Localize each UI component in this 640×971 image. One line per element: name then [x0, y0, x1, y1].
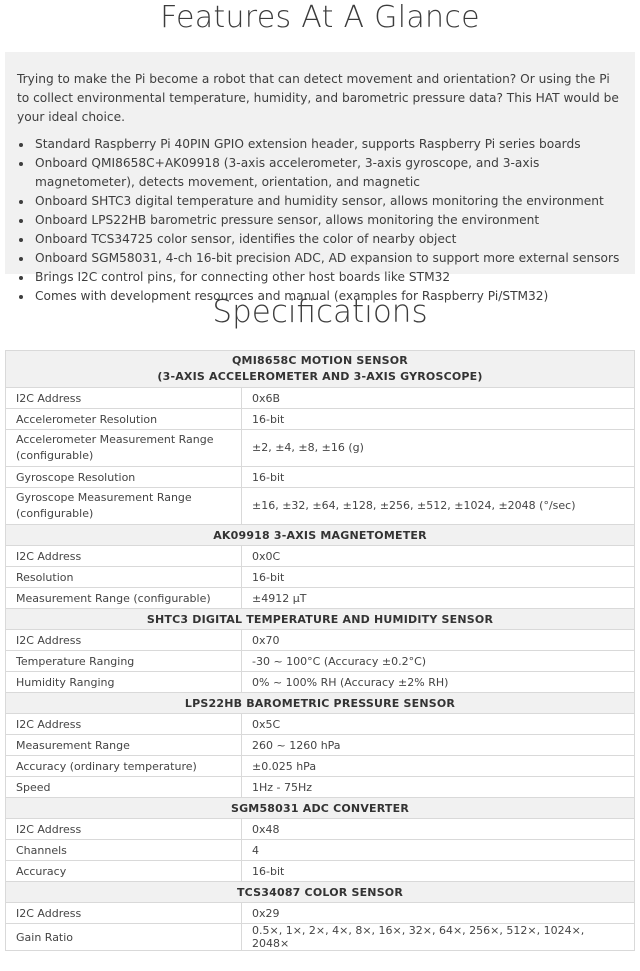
spec-value: 16-bit	[242, 567, 635, 588]
spec-label: Measurement Range	[6, 735, 242, 756]
section-title: LPS22HB BAROMETRIC PRESSURE SENSOR	[6, 693, 635, 714]
spec-label: Resolution	[6, 567, 242, 588]
spec-value: 16-bit	[242, 861, 635, 882]
spec-value: 1Hz - 75Hz	[242, 777, 635, 798]
feature-item: • Onboard QMI8658C+AK09918 (3-axis accelerometer, 3-axis gyroscope, and 3-axis magnetometer), detects movement, orientation, and magnetic	[33, 154, 623, 192]
table-row	[6, 409, 635, 430]
spec-value: 16-bit	[242, 467, 635, 488]
table-row	[6, 819, 635, 840]
spec-value: 260 ~ 1260 hPa	[242, 735, 635, 756]
spec-label: Temperature Ranging	[6, 651, 242, 672]
spec-label: I2C Address	[6, 903, 242, 924]
section-header-tcs34087	[6, 882, 635, 903]
table-row	[6, 777, 635, 798]
section-title: SGM58031 ADC CONVERTER	[6, 798, 635, 819]
spec-label: Gain Ratio	[6, 924, 242, 951]
feature-item: • Onboard TCS34725 color sensor, identifies the color of nearby object	[33, 230, 623, 249]
table-row	[6, 651, 635, 672]
table-row	[6, 924, 635, 951]
section-header-qmi8658c	[6, 351, 635, 388]
feature-item: • Onboard SHTC3 digital temperature and humidity sensor, allows monitoring the environment	[33, 192, 623, 211]
section-title: SHTC3 DIGITAL TEMPERATURE AND HUMIDITY SENSOR	[6, 609, 635, 630]
feature-item: • Comes with development resources and manual (examples for Raspberry Pi/STM32)	[33, 287, 623, 306]
spec-label: Channels	[6, 840, 242, 861]
spec-value: ±16, ±32, ±64, ±128, ±256, ±512, ±1024, ±2048 (°/sec)	[242, 488, 635, 525]
feature-item: • Onboard SGM58031, 4-ch 16-bit precision ADC, AD expansion to support more external sensors	[33, 249, 623, 268]
section-header-shtc3	[6, 609, 635, 630]
table-row	[6, 672, 635, 693]
spec-value: 4	[242, 840, 635, 861]
spec-label: Gyroscope Measurement Range (configurable)	[6, 488, 242, 525]
spec-value: 0% ~ 100% RH (Accuracy ±2% RH)	[242, 672, 635, 693]
spec-value: ±0.025 hPa	[242, 756, 635, 777]
table-row	[6, 903, 635, 924]
section-header-ak09918	[6, 525, 635, 546]
feature-item: • Brings I2C control pins, for connecting other host boards like STM32	[33, 268, 623, 287]
spec-label: I2C Address	[6, 388, 242, 409]
spec-label: Accelerometer Measurement Range (configurable)	[6, 430, 242, 467]
spec-value: 0x5C	[242, 714, 635, 735]
spec-value: 0x6B	[242, 388, 635, 409]
spec-label: I2C Address	[6, 819, 242, 840]
section-header-sgm58031	[6, 798, 635, 819]
table-row	[6, 714, 635, 735]
table-row	[6, 488, 635, 525]
table-row	[6, 430, 635, 467]
specs-table	[5, 350, 635, 951]
spec-label: Accuracy (ordinary temperature)	[6, 756, 242, 777]
features-box	[5, 52, 635, 303]
table-row	[6, 567, 635, 588]
table-row	[6, 467, 635, 488]
spec-value: ±4912 μT	[242, 588, 635, 609]
spec-label: Accuracy	[6, 861, 242, 882]
table-row	[6, 735, 635, 756]
spec-label: Humidity Ranging	[6, 672, 242, 693]
section-title: TCS34087 COLOR SENSOR	[6, 882, 635, 903]
spec-label: Accelerometer Resolution	[6, 409, 242, 430]
feature-item: • Standard Raspberry Pi 40PIN GPIO extension header, supports Raspberry Pi series boards	[33, 135, 623, 154]
section-title: AK09918 3-AXIS MAGNETOMETER	[6, 525, 635, 546]
spec-label: I2C Address	[6, 714, 242, 735]
spec-value: 0x29	[242, 903, 635, 924]
spec-label: I2C Address	[6, 546, 242, 567]
features-title: Features At A Glance	[160, 0, 480, 35]
table-row	[6, 588, 635, 609]
table-row	[6, 756, 635, 777]
section-header-lps22hb	[6, 693, 635, 714]
specs-title: Specifications	[212, 294, 428, 330]
table-row	[6, 840, 635, 861]
spec-value: ±2, ±4, ±8, ±16 (g)	[242, 430, 635, 467]
section-title: QMI8658C MOTION SENSOR	[232, 354, 408, 367]
spec-value: -30 ~ 100°C (Accuracy ±0.2°C)	[242, 651, 635, 672]
table-row	[6, 630, 635, 651]
section-subtitle: (3-AXIS ACCELEROMETER AND 3-AXIS GYROSCOPE)	[157, 370, 483, 383]
features-intro: Trying to make the Pi become a robot that can detect movement and orientation? Or using the Pi to collect environmental temperature, humidity, and barometric pressure data? This HAT would be your ideal choice.	[17, 72, 619, 124]
spec-label: Gyroscope Resolution	[6, 467, 242, 488]
spec-value: 16-bit	[242, 409, 635, 430]
spec-label: Speed	[6, 777, 242, 798]
spec-value: 0x48	[242, 819, 635, 840]
spec-label: I2C Address	[6, 630, 242, 651]
table-row	[6, 861, 635, 882]
spec-value: 0x70	[242, 630, 635, 651]
spec-label: Measurement Range (configurable)	[6, 588, 242, 609]
table-row	[6, 546, 635, 567]
feature-item: • Onboard LPS22HB barometric pressure sensor, allows monitoring the environment	[33, 211, 623, 230]
spec-value: 0.5×, 1×, 2×, 4×, 8×, 16×, 32×, 64×, 256×, 512×, 1024×, 2048×	[242, 924, 635, 951]
table-row	[6, 388, 635, 409]
spec-value: 0x0C	[242, 546, 635, 567]
